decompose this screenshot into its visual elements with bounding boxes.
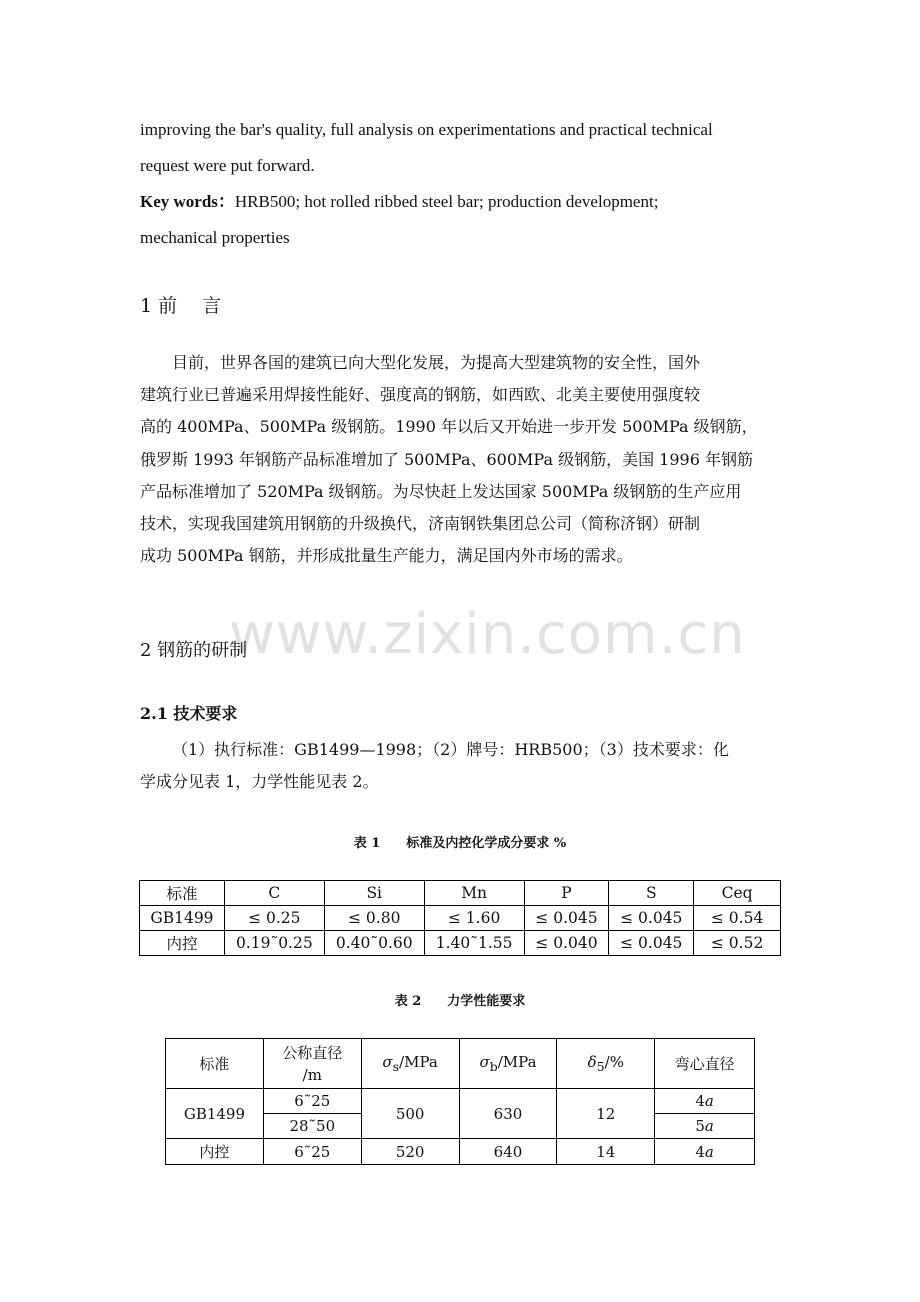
bend-variable: a (704, 1117, 714, 1135)
paragraph-line: 学成分见表 1，力学性能见表 2。 (140, 772, 379, 792)
table-cell (655, 1114, 755, 1139)
section1-paragraph (140, 347, 800, 572)
paragraph-line: （1）执行标准：GB1499—1998；（2）牌号：HRB500；（3）技术要求：化 (172, 740, 729, 759)
table-cell: 12 (557, 1089, 655, 1139)
table-header-cell: Ceq (694, 881, 781, 906)
keywords-text: HRB500; hot rolled ribbed steel bar; production development; (234, 192, 659, 211)
subscript: 5 (596, 1059, 605, 1074)
delta-symbol: δ (587, 1053, 597, 1071)
table-header-cell: 标准 (166, 1039, 264, 1089)
table-row (166, 1089, 755, 1114)
bend-number: 4 (695, 1092, 705, 1110)
table-cell: ≤ 0.040 (524, 931, 609, 956)
subscript: b (489, 1059, 498, 1074)
table-cell: 内控 (140, 931, 225, 956)
abstract-tail (140, 112, 860, 256)
table-header-cell: P (524, 881, 609, 906)
paragraph-line: 俄罗斯 1993 年钢筋产品标准增加了 500MPa、600MPa 级钢筋，美国 1996 年钢筋 (140, 449, 753, 469)
table-cell: 520 (361, 1139, 459, 1165)
table-cell: 14 (557, 1139, 655, 1165)
paragraph-line: 高的 400MPa、500MPa 级钢筋。1990 年以后又开始进一步开发 500MPa 级钢筋， (140, 417, 758, 437)
table-header-cell (361, 1039, 459, 1089)
table2 (165, 1038, 755, 1165)
table-header-cell: Si (324, 881, 424, 906)
header-line: 公称直径 (282, 1043, 343, 1062)
table-cell: 630 (459, 1089, 557, 1139)
subscript: s (392, 1059, 400, 1074)
table-cell: ≤ 0.045 (609, 931, 694, 956)
table2-caption: 表 2 力学性能要求 (394, 994, 526, 1009)
table-cell: 内控 (166, 1139, 264, 1165)
keywords-label: Key words： (140, 192, 235, 211)
table-cell: 500 (361, 1089, 459, 1139)
table-cell: ≤ 0.80 (324, 906, 424, 931)
table-cell: 640 (459, 1139, 557, 1165)
table-header-cell (263, 1039, 361, 1089)
table-cell: 0.19˜0.25 (224, 931, 324, 956)
table1-caption: 表 1 标准及内控化学成分要求 % (353, 836, 567, 851)
unit: /MPa (497, 1053, 537, 1071)
paragraph-line: 建筑行业已普遍采用焊接性能好、强度高的钢筋，如西欧、北美主要使用强度较 (140, 385, 701, 405)
bend-number: 4 (695, 1142, 705, 1161)
unit: /MPa (399, 1053, 438, 1071)
subsection-paragraph (140, 734, 800, 798)
table-cell: ≤ 1.60 (424, 906, 524, 931)
paragraph-line: 成功 500MPa 钢筋，并形成批量生产能力，满足国内外市场的需求。 (140, 546, 633, 566)
table-cell: GB1499 (140, 906, 225, 931)
table-header-cell: 标准 (140, 881, 225, 906)
keywords (140, 184, 860, 220)
section-heading: 2 钢筋的研制 (140, 640, 248, 661)
table-header-row (140, 881, 781, 906)
section-heading: 1 前 言 (140, 295, 222, 317)
table-header-cell: C (224, 881, 324, 906)
table-cell: ≤ 0.045 (609, 906, 694, 931)
table-header-cell (459, 1039, 557, 1089)
table-cell: 6˜25 (263, 1139, 361, 1165)
paragraph-line: 技术，实现我国建筑用钢筋的升级换代，济南钢铁集团总公司（简称济钢）研制 (140, 514, 701, 534)
table-header-cell: 弯心直径 (655, 1039, 755, 1089)
table-cell: 1.40˜1.55 (424, 931, 524, 956)
sigma-symbol: σ (382, 1053, 393, 1071)
bend-number: 5 (695, 1117, 705, 1135)
subsection-heading: 2.1 技术要求 (140, 704, 238, 723)
table-row (166, 1139, 755, 1165)
table-cell: GB1499 (166, 1089, 264, 1139)
table-row (140, 906, 781, 931)
table-cell: ≤ 0.25 (224, 906, 324, 931)
header-line: /m (302, 1065, 322, 1084)
table-header-cell: Mn (424, 881, 524, 906)
abstract-line: request were put forward. (140, 156, 315, 175)
table1 (139, 880, 781, 956)
table-cell: 0.40˜0.60 (324, 931, 424, 956)
table-header-cell (557, 1039, 655, 1089)
table-cell: ≤ 0.045 (524, 906, 609, 931)
table-cell: ≤ 0.52 (694, 931, 781, 956)
sigma-symbol: σ (479, 1053, 490, 1071)
table-cell: ≤ 0.54 (694, 906, 781, 931)
unit: /% (604, 1053, 624, 1071)
table-cell: 28˜50 (263, 1114, 361, 1139)
bend-variable: a (704, 1142, 714, 1161)
table-cell (655, 1139, 755, 1165)
abstract-line: improving the bar's quality, full analysis on experimentations and practical technical (140, 120, 713, 139)
table-header-row (166, 1039, 755, 1089)
table-header-cell: S (609, 881, 694, 906)
table-cell (655, 1089, 755, 1114)
table-row (140, 931, 781, 956)
keywords-continued: mechanical properties (140, 228, 290, 247)
paragraph-line: 目前，世界各国的建筑已向大型化发展，为提高大型建筑物的安全性，国外 (172, 353, 701, 372)
table-cell: 6˜25 (263, 1089, 361, 1114)
bend-variable: a (704, 1092, 714, 1110)
paragraph-line: 产品标准增加了 520MPa 级钢筋。为尽快赶上发达国家 500MPa 级钢筋的生产应用 (140, 481, 742, 501)
watermark: www.zixin.com.cn (229, 602, 746, 667)
